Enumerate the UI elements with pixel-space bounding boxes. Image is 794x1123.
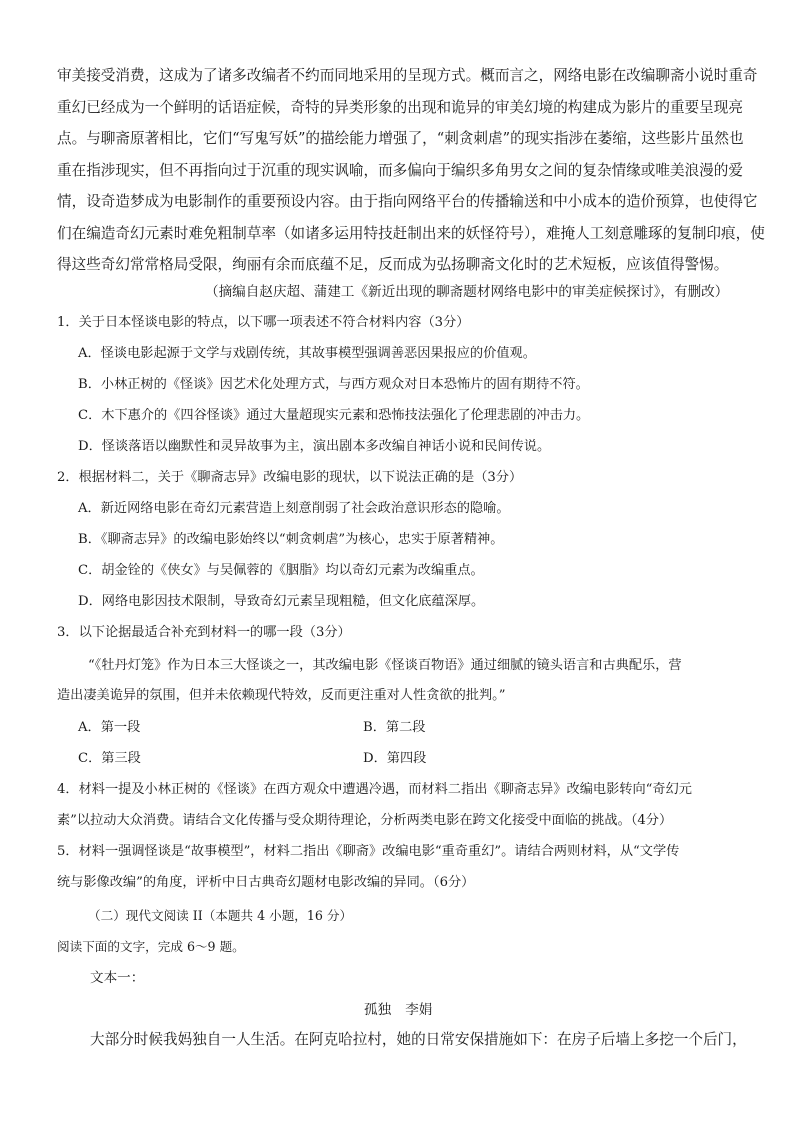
section-heading: （二）现代文阅读 II（本题共 4 小题，16 分） [88,908,353,923]
text-label: 文本一： [90,970,145,986]
question-3-option-a: A．第一段 [78,720,141,735]
question-3-stem: 3．以下论据最适合补充到材料一的哪一段（3分） [57,625,351,640]
passage-line: 情，设奇造梦成为电影制作的重要预设内容。由于指向网络平台的传播输送和中小成本的造价预算，也使得它 [57,193,758,210]
article-author: 李娟 [405,1002,433,1018]
question-2-option-a: A．新近网络电影在奇幻元素营造上刻意削弱了社会政治意识形态的隐喻。 [78,501,510,516]
question-1-option-a: A．怪谈电影起源于文学与戏剧传统，其故事模型强调善恶因果报应的价值观。 [78,346,536,361]
article-heading [364,1000,432,1020]
instruction: 阅读下面的文字，完成 6～9 题。 [57,939,245,954]
question-3-option-c: C．第三段 [78,751,141,766]
question-1-option-c: C．木下惠介的《四谷怪谈》通过大量超现实元素和恐怖技法强化了伦理悲剧的冲击力。 [78,408,590,423]
question-3-quote-line-1: “《牡丹灯笼》作为日本三大怪谈之一，其改编电影《怪谈百物语》通过细腻的镜头语言和古典配乐，营 [88,658,682,673]
question-2-option-c: C．胡金铨的《侠女》与吴佩蓉的《胭脂》均以奇幻元素为改编重点。 [78,563,484,578]
passage-line: 得这些奇幻常常格局受限，绚丽有余而底蕴不足，反而成为弘扬聊斋文化时的艺术短板，应该值得警惕。 [57,256,729,273]
question-4-line-2: 素”以拉动大众消费。请结合文化传播与受众期待理论，分析两类电影在跨文化接受中面临的挑战。（4分） [57,813,673,828]
question-4-line-1: 4．材料一提及小林正树的《怪谈》在西方观众中遭遇冷遇，而材料二指出《聊斋志异》改编电影转向“奇幻元 [57,782,692,797]
question-1-stem: 1．关于日本怪谈电影的特点，以下哪一项表述不符合材料内容（3分） [57,315,470,330]
article-title: 孤独 [364,1002,392,1018]
passage-paragraph [57,60,765,281]
article-first-line: 大部分时候我妈独自一人生活。在阿克哈拉村，她的日常安保措施如下：在房子后墙上多挖一个后门， [90,1031,747,1048]
question-3-quote-line-2: 造出凄美诡异的氛围，但并未依赖现代特效，反而更注重对人性贪欲的批判。” [57,688,506,703]
question-5-line-2: 统与影像改编”的角度，评析中日古典奇幻题材电影改编的异同。（6分） [57,875,475,890]
question-2-option-d: D．网络电影因技术限制，导致奇幻元素呈现粗糙，但文化底蕴深厚。 [78,594,485,609]
question-1-option-d: D．怪谈落语以幽默性和灵异故事为主，演出剧本多改编自神话小说和民间传说。 [78,439,551,454]
question-2-stem: 2．根据材料二，关于《聊斋志异》改编电影的现状，以下说法正确的是（3分） [57,470,523,485]
passage-line: 审美接受消费，这成为了诸多改编者不约而同地采用的呈现方式。概而言之，网络电影在改编聊斋小说时重奇 [57,67,758,84]
passage-line: 重在指涉现实，但不再指向过于沉重的现实讽喻，而多偏向于编织多角男女之间的复杂情缘或唯美浪漫的爱 [57,161,743,179]
passage-line: 点。与聊斋原著相比，它们“写鬼写妖”的描绘能力增强了，“刺贪刺虐”的现实指涉在萎缩，这些影片虽然也 [57,130,744,147]
question-3-option-d: D．第四段 [363,751,427,766]
passage-line: 们在编造奇幻元素时难免粗制草率（如诸多运用特技赶制出来的妖怪符号），难掩人工刻意雕琢的复制印痕，使 [57,224,765,242]
question-2-option-b: B．《聊斋志异》的改编电影始终以“刺贪刺虐”为核心，忠实于原著精神。 [78,532,504,547]
question-3-option-b: B．第二段 [363,720,426,735]
passage-line: 重幻已经成为一个鲜明的话语症候，奇特的异类形象的出现和诡异的审美幻境的构建成为影片的重要呈现亮 [57,98,743,116]
question-5-line-1: 5．材料一强调怪谈是“故事模型”，材料二指出《聊斋》改编电影“重奇重幻”。请结合两则材料，从“文学传 [57,844,680,859]
source-note: （摘编自赵庆超、蒲建工《新近出现的聊斋题材网络电影中的审美症候探讨》，有删改） [205,284,729,300]
question-1-option-b: B．小林正树的《怪谈》因艺术化处理方式，与西方观众对日本恐怖片的固有期待不符。 [78,377,589,392]
